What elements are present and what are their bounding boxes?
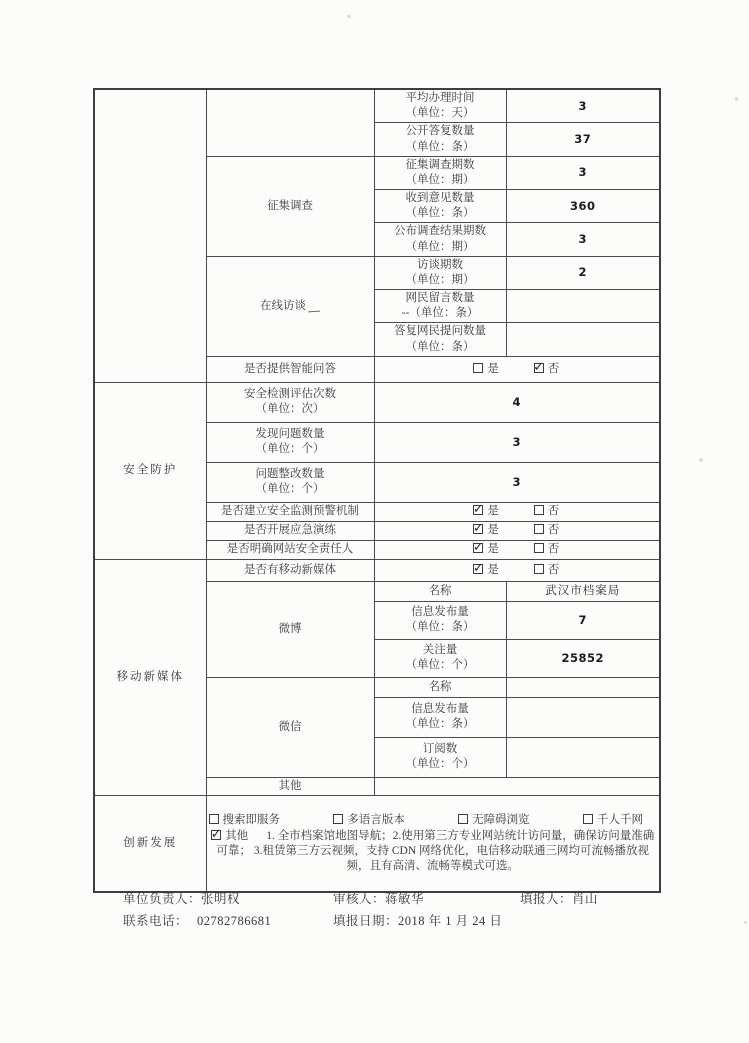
yes-label: 是 <box>487 524 500 537</box>
option-label: 其他 <box>225 829 249 842</box>
option-label: 无障碍浏览 <box>472 814 530 827</box>
filler-value: 肖山 <box>572 892 599 906</box>
field-label-text: 平均办理时间 <box>405 92 475 104</box>
no-option <box>534 524 561 536</box>
field-label-text: 订阅数 <box>422 743 458 756</box>
description-text: 1. 全市档案馆地图导航；2.使用第三方专业网站统计访问量，确保访问量准确可靠； 3.租赁第三方云视频，支持 CDN 网络优化，电信移动联通三网均可流畅播放视频，且有高清、流畅等模式可选。 <box>216 829 655 872</box>
yesno-question-label: 是否提供智能问答 <box>206 356 374 382</box>
no-option <box>534 505 561 517</box>
checkbox-no-icon <box>534 564 544 574</box>
option-label: 多语言版本 <box>347 814 405 827</box>
field-value: 3 <box>506 89 660 123</box>
group-label-interview <box>206 256 374 356</box>
unit-head-value: 张明权 <box>201 892 241 906</box>
checkbox-icon <box>209 814 219 824</box>
phone-label: 联系电话： <box>123 914 189 928</box>
field-label <box>374 639 506 677</box>
filler-label: 填报人： <box>520 892 573 906</box>
section1-empty-group-cell <box>206 89 374 156</box>
checkbox-yes-icon <box>473 543 483 553</box>
yesno-answer-cell <box>374 356 660 382</box>
field-unit-text: （单位：次） <box>255 403 325 416</box>
field-label <box>206 382 374 422</box>
checkbox-no-icon <box>534 505 544 515</box>
section1-category-cell <box>94 89 206 382</box>
report-form-table <box>93 88 661 893</box>
filler-field <box>520 889 598 907</box>
field-unit-text: （单位：个） <box>255 443 325 456</box>
yes-option <box>473 564 500 576</box>
yes-label: 是 <box>487 543 500 556</box>
no-option <box>534 543 561 555</box>
field-value <box>506 697 660 737</box>
field-unit-text: （单位：条） <box>405 621 475 634</box>
scan-speck <box>744 921 747 924</box>
field-label-text: 答复网民提问数量 <box>394 325 486 338</box>
yesno-question-label: 是否开展应急演练 <box>206 521 374 540</box>
field-unit-text: （单位：条） <box>405 340 475 353</box>
checkbox-icon <box>333 814 343 824</box>
field-unit-text: （单位：个） <box>255 483 325 496</box>
scan-speck <box>735 97 738 101</box>
field-value <box>506 323 660 356</box>
scan-speck <box>347 15 351 18</box>
field-label <box>206 422 374 462</box>
field-label-text: 发现问题数量 <box>255 428 325 441</box>
no-label: 否 <box>547 362 561 375</box>
field-label-text: 关注量 <box>422 644 458 657</box>
yes-label: 是 <box>487 505 500 518</box>
field-label <box>374 123 506 156</box>
section2-category-cell: 安全防护 <box>94 382 206 559</box>
field-label-text: 征集调查期数 <box>405 158 475 171</box>
field-value <box>506 677 660 697</box>
field-label-text: 信息发布量 <box>411 606 469 619</box>
field-label <box>374 601 506 639</box>
field-label <box>374 697 506 737</box>
group-label-other: 其他 <box>206 777 374 795</box>
field-label-text: 网民留言数量 <box>405 292 475 305</box>
field-value: 3 <box>506 156 660 189</box>
field-value: 3 <box>374 462 660 502</box>
unit-head-label: 单位负责人： <box>123 892 202 906</box>
field-value: 武汉市档案局 <box>506 581 660 601</box>
group-label-survey: 征集调查 <box>206 156 374 256</box>
yes-label: 是 <box>487 563 500 576</box>
no-label: 否 <box>547 543 561 556</box>
field-label <box>374 737 506 777</box>
innovation-description <box>209 829 658 875</box>
field-unit-text: （单位：天） <box>405 107 475 120</box>
field-label <box>374 323 506 356</box>
field-value: 37 <box>506 123 660 156</box>
field-label-text: 公布调查结果期数 <box>394 225 486 238</box>
field-label-text: 安全检测评估次数 <box>244 388 336 401</box>
option-personalized <box>583 813 643 828</box>
no-label: 否 <box>547 563 561 576</box>
field-value: 7 <box>506 601 660 639</box>
checkbox-yes-icon <box>473 564 483 574</box>
no-option <box>534 564 561 576</box>
option-label: 千人千网 <box>596 814 643 827</box>
field-label-text: 信息发布量 <box>411 703 469 716</box>
field-value <box>374 777 660 795</box>
field-label <box>374 223 506 256</box>
field-value: 25852 <box>506 639 660 677</box>
option-label: 搜索即服务 <box>222 814 280 827</box>
group-label-wechat: 微信 <box>206 677 374 777</box>
unit-head-field <box>123 889 240 907</box>
field-unit-text: （单位：期） <box>405 240 475 253</box>
field-label <box>374 290 506 323</box>
field-unit-text: （单位：个） <box>405 758 475 771</box>
checkbox-no-icon <box>534 543 544 553</box>
no-option <box>534 363 561 375</box>
field-label <box>374 256 506 289</box>
yes-option <box>473 543 500 555</box>
yesno-question-label: 是否有移动新媒体 <box>206 559 374 581</box>
section4-category-cell: 创新发展 <box>94 795 206 892</box>
field-value: 4 <box>374 382 660 422</box>
field-value <box>506 737 660 777</box>
field-label <box>374 190 506 223</box>
field-value: 2 <box>506 256 660 289</box>
yes-option <box>473 505 500 517</box>
field-unit-text: （单位：条） <box>405 140 475 153</box>
field-unit-text: （单位：个） <box>405 659 475 672</box>
yesno-answer-cell <box>374 540 660 559</box>
checkbox-yes-icon <box>473 524 483 534</box>
yesno-question-label: 是否建立安全监测预警机制 <box>206 502 374 521</box>
section3-category-cell: 移动新媒体 <box>94 559 206 795</box>
field-label-text: 收到意见数量 <box>405 192 475 205</box>
phone-value: 02782786681 <box>197 914 272 928</box>
form-footer <box>93 889 660 939</box>
group-label-text: 在线访谈 <box>260 299 306 312</box>
field-label <box>374 156 506 189</box>
field-unit-text: （单位：条） <box>405 718 475 731</box>
field-label-text: 访谈期数 <box>417 258 463 271</box>
innovation-content-cell <box>206 795 660 892</box>
field-label-text: 公开答复数量 <box>405 125 475 138</box>
field-value: 3 <box>506 223 660 256</box>
yesno-answer-cell <box>374 521 660 540</box>
yes-option <box>473 524 500 536</box>
innovation-options-row <box>209 813 658 828</box>
reviewer-value: 蒋敏华 <box>385 892 425 906</box>
yes-option <box>473 363 500 375</box>
field-unit-text: （单位：期） <box>405 273 475 286</box>
scan-speck <box>699 458 703 462</box>
reviewer-label: 审核人： <box>333 892 386 906</box>
report-date-label: 填报日期： <box>333 914 399 928</box>
field-value <box>506 290 660 323</box>
no-label: 否 <box>547 524 561 537</box>
field-label: 名称 <box>374 677 506 697</box>
phone-field <box>123 911 271 929</box>
field-label: 名称 <box>374 581 506 601</box>
yesno-answer-cell <box>374 502 660 521</box>
checkbox-icon <box>583 814 593 824</box>
field-label <box>374 89 506 123</box>
checkbox-yes-icon <box>473 363 483 373</box>
checkbox-no-icon <box>534 524 544 534</box>
field-label <box>206 462 374 502</box>
checkbox-yes-icon <box>473 505 483 515</box>
yesno-question-label: 是否明确网站安全责任人 <box>206 540 374 559</box>
report-date-value: 2018 年 1 月 24 日 <box>398 914 503 928</box>
field-value: 360 <box>506 190 660 223</box>
field-unit-text: --（单位：条） <box>401 307 479 320</box>
report-date-field <box>333 911 502 929</box>
group-label-weibo: 微博 <box>206 581 374 677</box>
option-multilingual <box>333 813 405 828</box>
checkbox-icon <box>458 814 468 824</box>
no-label: 否 <box>547 505 561 518</box>
option-accessibility <box>458 813 530 828</box>
option-other <box>211 830 248 842</box>
field-unit-text: （单位：条） <box>405 207 475 220</box>
reviewer-field <box>333 889 424 907</box>
field-label-text: 问题整改数量 <box>255 468 325 481</box>
scan-artifact-line <box>308 310 320 312</box>
yesno-answer-cell <box>374 559 660 581</box>
field-value: 3 <box>374 422 660 462</box>
field-unit-text: （单位：期） <box>405 173 475 186</box>
checkbox-icon <box>211 830 221 840</box>
checkbox-no-icon <box>534 363 544 373</box>
yes-label: 是 <box>487 362 500 375</box>
